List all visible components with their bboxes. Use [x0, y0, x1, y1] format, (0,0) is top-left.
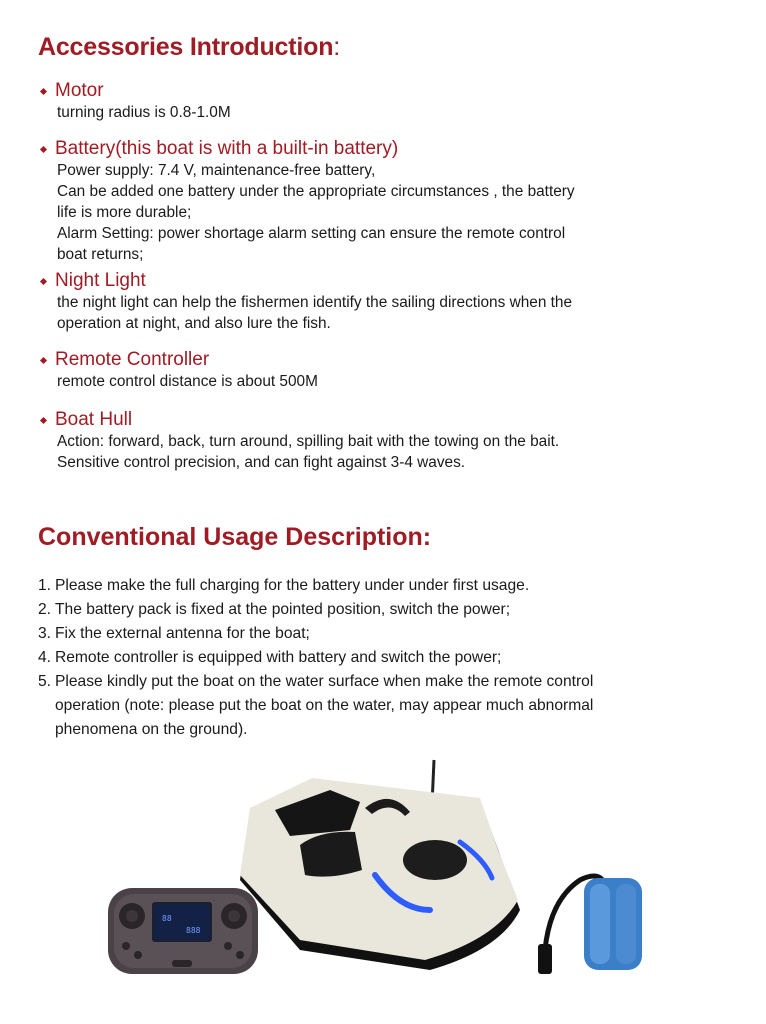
remote-controller-image	[108, 888, 258, 974]
step-number: 5.	[38, 673, 52, 690]
step-number: 2.	[38, 601, 52, 618]
accessory-battery	[38, 138, 738, 265]
diamond-bullet-icon	[40, 145, 47, 152]
battery-pack-image	[538, 876, 642, 974]
accessory-description: remote control distance is about 500M	[57, 373, 318, 390]
accessories-list	[38, 80, 738, 473]
accessory-description: Power supply: 7.4 V, maintenance-free battery, Can be added one battery under the appropriate circumstances , the battery life is more durable; Alarm Setting: power shortage alarm setting can ensure the remote control boat returns;	[57, 162, 575, 263]
usage-step: 3. Fix the external antenna for the boat;	[38, 622, 738, 646]
accessory-motor	[38, 80, 738, 123]
usage-step: 5. Please kindly put the boat on the water surface when make the remote control operation (note: please put the boat on the water, may appear much abnormal phenomena on the ground).	[38, 670, 738, 742]
usage-list	[38, 574, 738, 742]
diamond-bullet-icon	[40, 356, 47, 363]
step-number: 4.	[38, 649, 52, 666]
bait-boat-image	[240, 760, 520, 970]
accessory-description: Action: forward, back, turn around, spilling bait with the towing on the bait. Sensitive control precision, and can fight against 3-4 waves.	[57, 433, 560, 471]
accessory-boat-hull	[38, 409, 738, 473]
diamond-bullet-icon	[40, 87, 47, 94]
diamond-bullet-icon	[40, 277, 47, 284]
accessory-night-light	[38, 270, 738, 334]
usage-step: 1. Please make the full charging for the battery under under first usage.	[38, 574, 738, 598]
accessory-description: the night light can help the fishermen identify the sailing directions when the operation at night, and also lure the fish.	[57, 294, 573, 332]
step-number: 1.	[38, 577, 52, 594]
remote-display-value: 88	[162, 914, 172, 923]
accessory-title: Remote Controller	[55, 349, 210, 370]
usage-heading: Conventional Usage Description:	[38, 523, 432, 551]
accessory-title: Boat Hull	[55, 409, 133, 430]
remote-display-value: 888	[186, 926, 201, 935]
product-illustration	[100, 750, 660, 990]
step-number: 3.	[38, 625, 52, 642]
accessories-heading: Accessories Introduction:	[38, 33, 341, 61]
diamond-bullet-icon	[40, 416, 47, 423]
accessory-remote-controller	[38, 349, 738, 392]
accessory-description: turning radius is 0.8-1.0M	[57, 104, 231, 121]
usage-step: 4. Remote controller is equipped with battery and switch the power;	[38, 646, 738, 670]
accessory-title: Battery(this boat is with a built-in battery)	[55, 138, 399, 159]
accessory-title: Motor	[55, 80, 104, 101]
usage-step: 2. The battery pack is fixed at the pointed position, switch the power;	[38, 598, 738, 622]
accessory-title: Night Light	[55, 270, 146, 291]
